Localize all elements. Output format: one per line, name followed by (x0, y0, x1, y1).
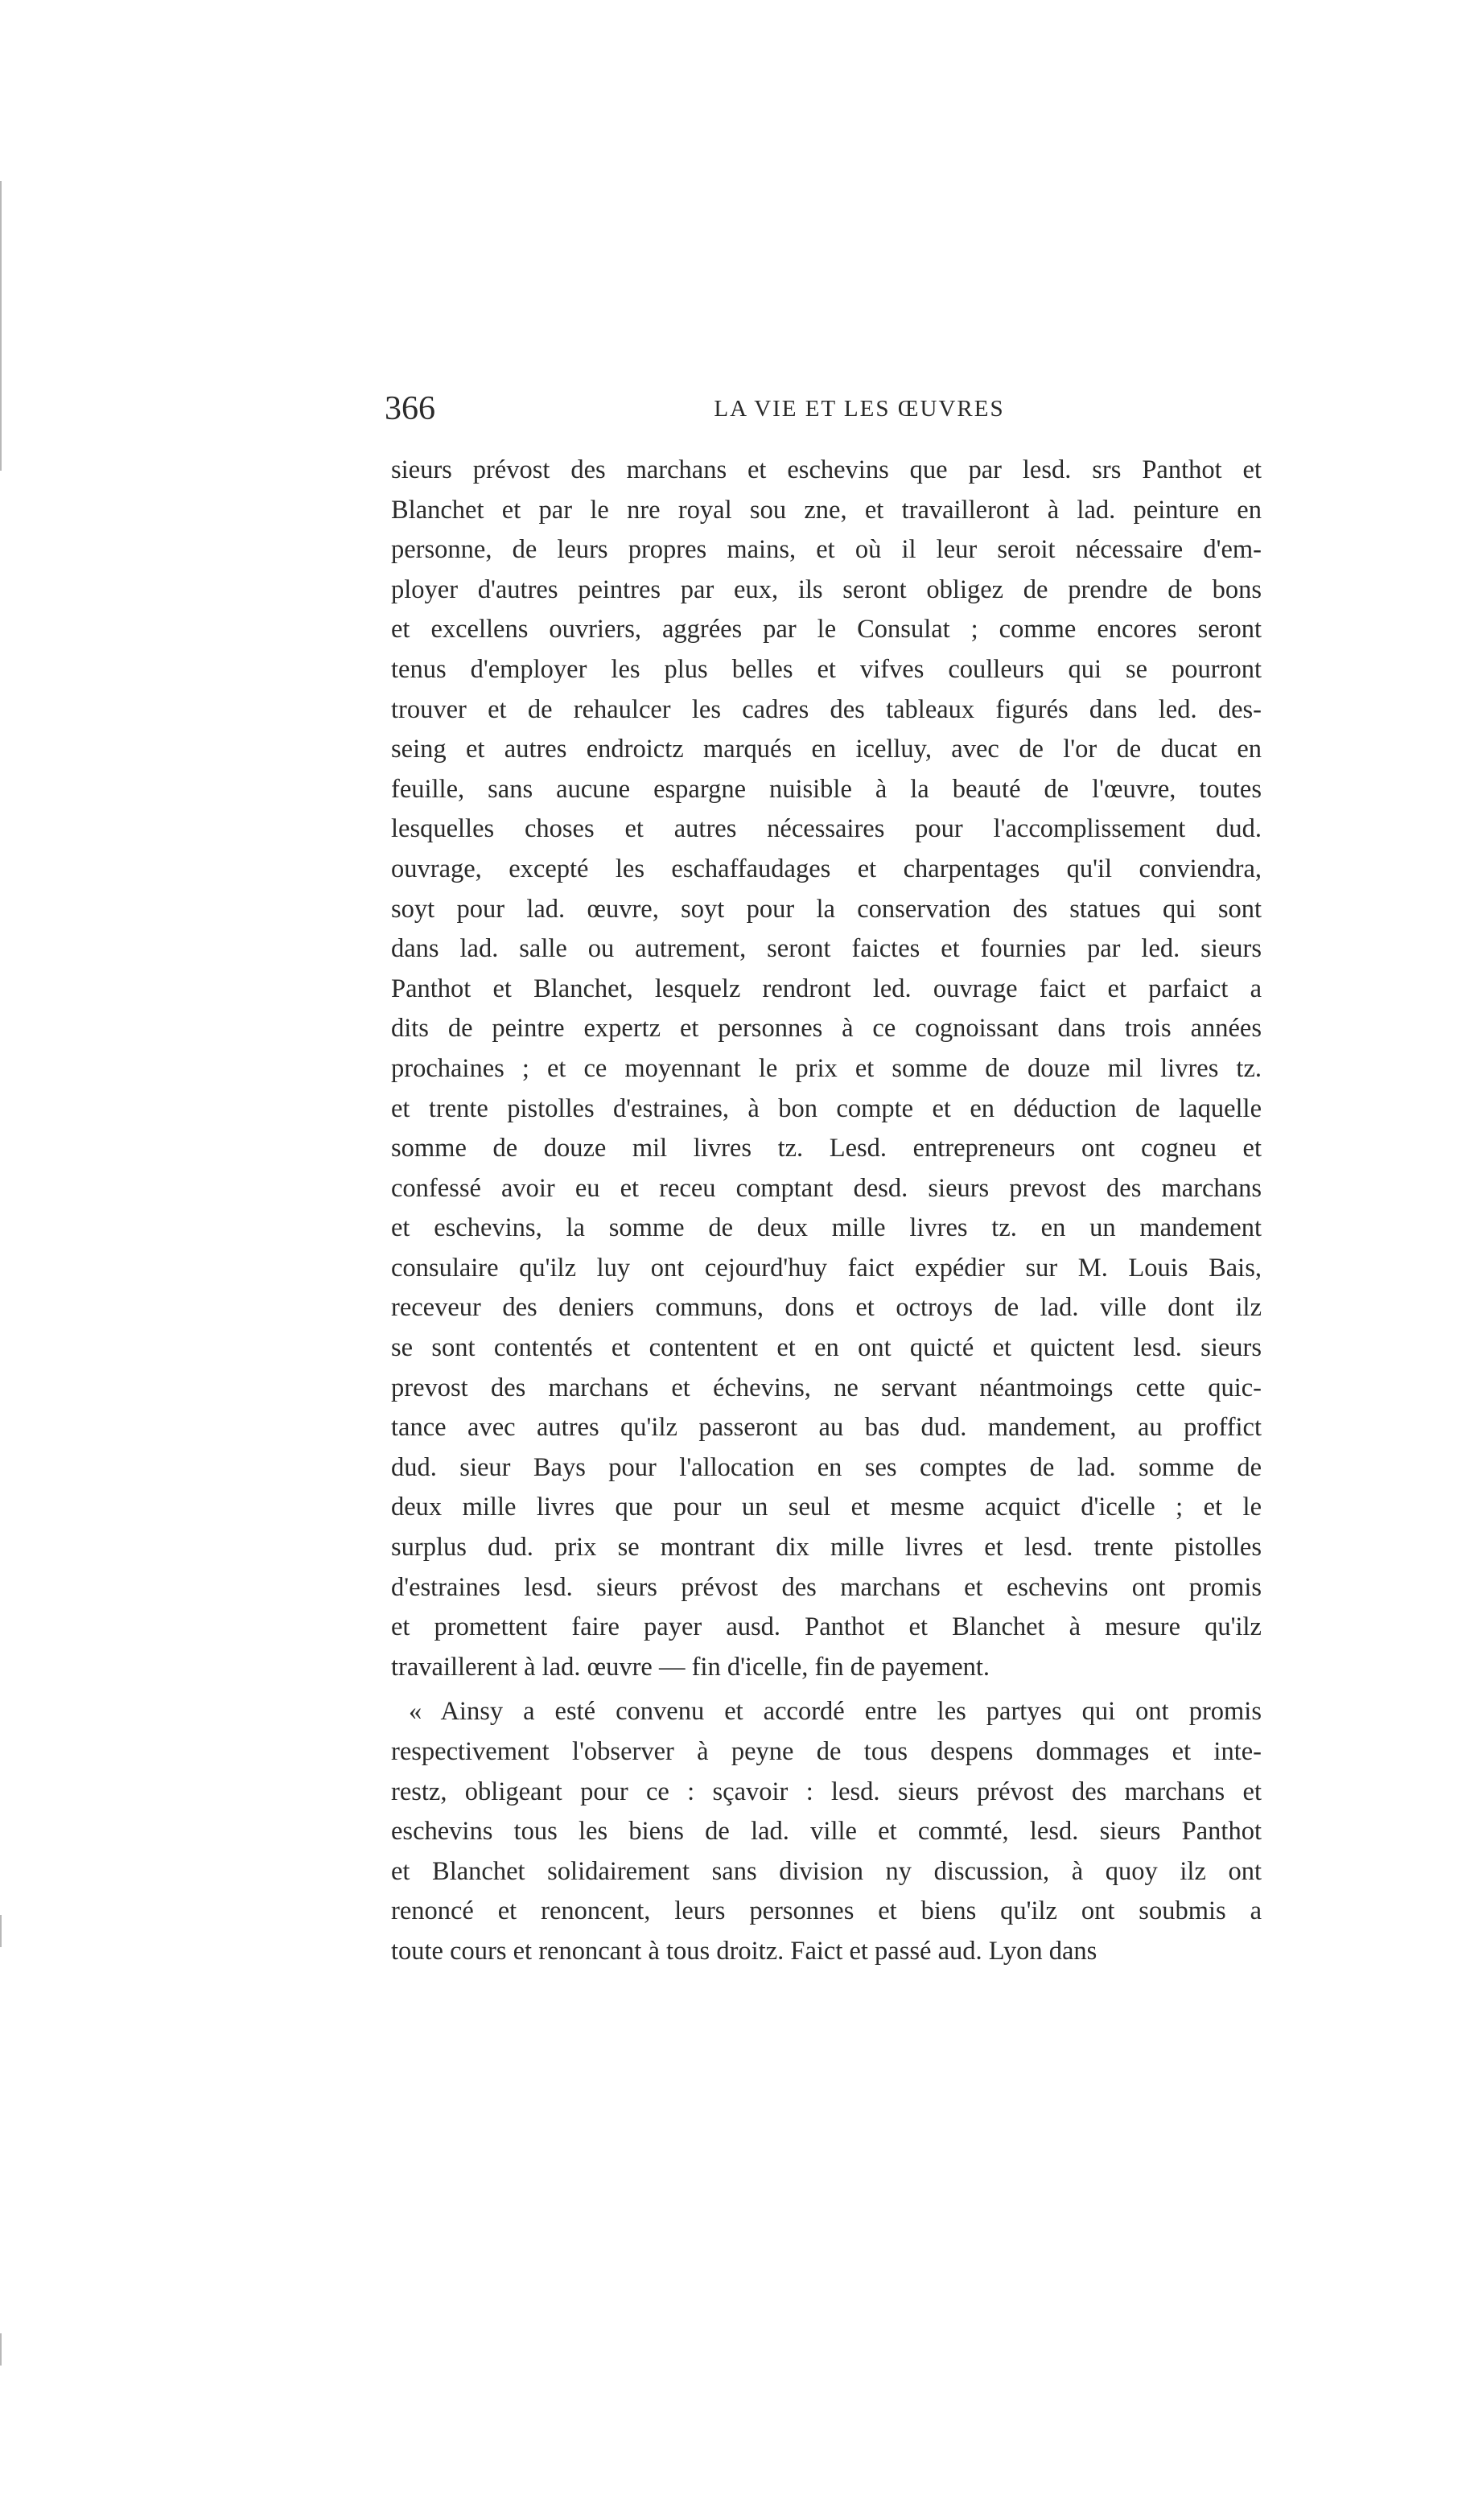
text-line: toute cours et renoncant à tous droitz. Faict et passé aud. Lyon dans (391, 1936, 1097, 1966)
text-line: renoncé et renoncent, leurs personnes et biens qu'ilz ont soubmis a (391, 1896, 1262, 1926)
text-line: ployer d'autres peintres par eux, ils seront obligez de prendre de bons (391, 574, 1262, 604)
text-line: et excellens ouvriers, aggrées par le Consulat ; comme encores seront (391, 615, 1262, 644)
text-line: restz, obligeant pour ce : sçavoir : lesd. sieurs prévost des marchans et (391, 1777, 1262, 1806)
scan-margin-mark (0, 1915, 2, 1947)
text-line: dits de peintre expertz et personnes à ce cognoissant dans trois années (391, 1014, 1262, 1044)
paragraph-2 (391, 1692, 1262, 1971)
text-line: respectivement l'observer à peyne de tous despens dommages et inte- (391, 1737, 1262, 1766)
text-line: soyt pour lad. œuvre, soyt pour la conservation des statues qui sont (391, 894, 1262, 924)
text-line: se sont contentés et contentent et en ont quicté et quictent lesd. sieurs (391, 1333, 1262, 1363)
text-line: receveur des deniers communs, dons et octroys de lad. ville dont ilz (391, 1293, 1262, 1323)
text-line: dud. sieur Bays pour l'allocation en ses comptes de lad. somme de (391, 1452, 1262, 1482)
text-line: dans lad. salle ou autrement, seront faictes et fournies par led. sieurs (391, 934, 1262, 964)
text-line: somme de douze mil livres tz. Lesd. entrepreneurs ont cogneu et (391, 1134, 1262, 1163)
body-text (391, 451, 1262, 1972)
text-line: et eschevins, la somme de deux mille livres tz. en un mandement (391, 1213, 1262, 1243)
text-line: lesquelles choses et autres nécessaires pour l'accomplissement dud. (391, 814, 1262, 844)
text-line: Blanchet et par le nre royal sou zne, et travailleront à lad. peinture en (391, 495, 1262, 525)
text-line: prevost des marchans et échevins, ne servant néantmoings cette quic- (391, 1373, 1262, 1402)
text-line: seing et autres endroictz marqués en icelluy, avec de l'or de ducat en (391, 735, 1262, 764)
text-line: travaillerent à lad. œuvre — fin d'icelle, fin de payement. (391, 1652, 990, 1682)
text-line: eschevins tous les biens de lad. ville et commté, lesd. sieurs Panthot (391, 1817, 1262, 1847)
text-line: ouvrage, excepté les eschaffaudages et charpentages qu'il conviendra, (391, 854, 1262, 883)
text-line: « Ainsy a esté convenu et accordé entre les partyes qui ont promis (409, 1697, 1262, 1727)
text-line: surplus dud. prix se montrant dix mille livres et lesd. trente pistolles (391, 1533, 1262, 1563)
text-line: feuille, sans aucune espargne nuisible à la beauté de l'œuvre, toutes (391, 774, 1262, 804)
text-line: tance avec autres qu'ilz passeront au bas dud. mandement, au proffict (391, 1413, 1262, 1443)
text-line: et trente pistolles d'estraines, à bon compte et en déduction de laquelle (391, 1093, 1262, 1123)
page-header (385, 385, 1262, 433)
text-line: et Blanchet solidairement sans division ny discussion, à quoy ilz ont (391, 1856, 1262, 1886)
text-line: confessé avoir eu et receu comptant desd. sieurs prevost des marchans (391, 1173, 1262, 1203)
text-line: consulaire qu'ilz luy ont cejourd'huy faict expédier sur M. Louis Bais, (391, 1253, 1262, 1283)
text-line: sieurs prévost des marchans et eschevins que par lesd. srs Panthot et (391, 455, 1262, 484)
text-line: d'estraines lesd. sieurs prévost des marchans et eschevins ont promis (391, 1572, 1262, 1602)
text-line: trouver et de rehaulcer les cadres des tableaux figurés dans led. des- (391, 694, 1262, 724)
text-line: deux mille livres que pour un seul et mesme acquict d'icelle ; et le (391, 1493, 1262, 1522)
running-title: LA VIE ET LES ŒUVRES (714, 396, 1005, 422)
scan-margin-mark (0, 2333, 2, 2366)
paragraph-1 (391, 451, 1262, 1687)
text-line: prochaines ; et ce moyennant le prix et somme de douze mil livres tz. (391, 1053, 1262, 1083)
text-line: tenus d'employer les plus belles et vifves coulleurs qui se pourront (391, 654, 1262, 684)
text-line: personne, de leurs propres mains, et où il leur seroit nécessaire d'em- (391, 535, 1262, 565)
text-line: Panthot et Blanchet, lesquelz rendront led. ouvrage faict et parfaict a (391, 974, 1262, 1003)
page-number: 366 (385, 390, 435, 427)
scan-margin-mark (0, 181, 2, 471)
text-line: et promettent faire payer ausd. Panthot et Blanchet à mesure qu'ilz (391, 1612, 1262, 1642)
